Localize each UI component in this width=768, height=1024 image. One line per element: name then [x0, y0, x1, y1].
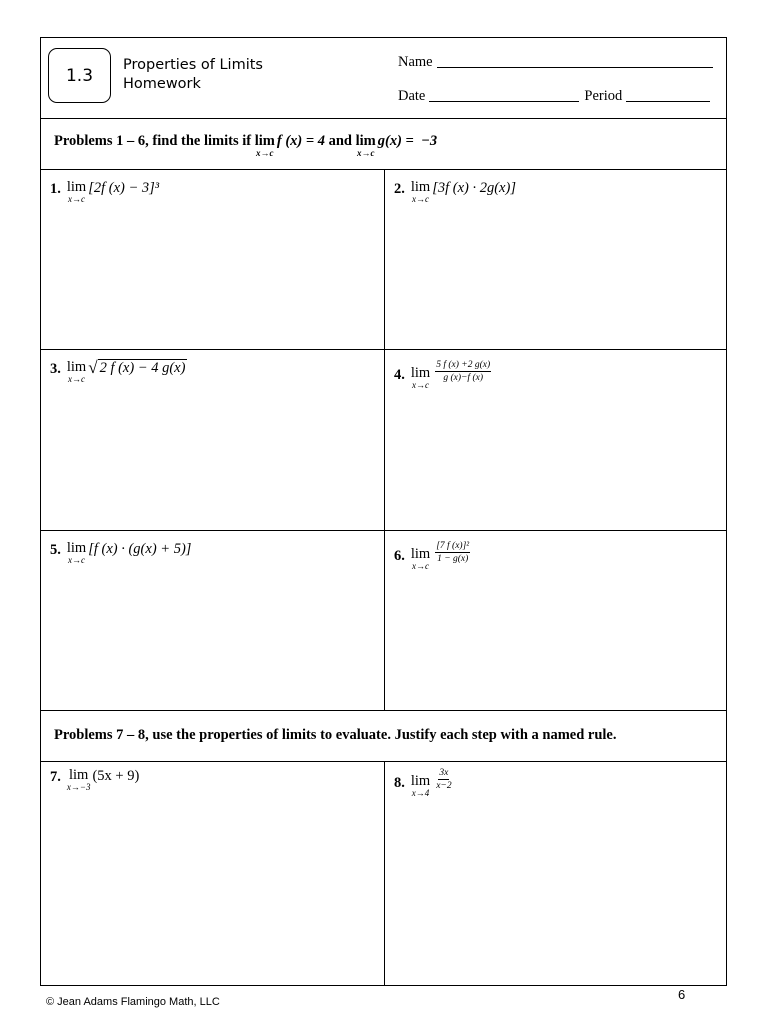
problem-3: 3. lim x→c √ 2 f (x) − 4 g(x) — [50, 358, 186, 384]
instructions-text: Problems 7 – 8, use the properties of limits to evaluate. Justify each step with a named rule. — [54, 727, 617, 743]
and-word: and — [324, 133, 356, 149]
name-blank[interactable] — [437, 67, 713, 68]
problem-7: 7. lim x→−3 (5x + 9) — [50, 767, 140, 792]
fraction — [435, 359, 491, 384]
lim-operator: lim x→c — [355, 133, 376, 158]
problem-cell-8[interactable] — [385, 762, 726, 985]
lim-operator: lim x→c — [410, 179, 431, 204]
problem-expression: (5x + 9) — [92, 768, 140, 784]
title-line-1: Properties of Limits — [123, 57, 263, 73]
problem-1: 1. lim x→c [2f (x) − 3]³ — [50, 179, 160, 204]
period-blank[interactable] — [626, 101, 710, 102]
name-field[interactable] — [398, 54, 713, 71]
date-blank[interactable] — [429, 101, 579, 102]
numerator: 5 f (x) +2 g(x) — [436, 360, 491, 370]
problem-expression: [2f (x) − 3]³ — [88, 180, 160, 196]
section-badge: 1.3 — [48, 48, 111, 103]
worksheet-title — [123, 56, 263, 94]
denominator: 1 − g(x) — [437, 554, 469, 564]
date-label: Date — [398, 88, 426, 104]
fraction — [435, 540, 470, 565]
lim-operator: lim x→c — [66, 179, 87, 204]
problem-cell-3[interactable] — [41, 350, 385, 531]
instructions-text: Problems 1 – 6, find the limits if — [54, 133, 255, 149]
title-line-2: Homework — [123, 76, 201, 92]
problem-cell-4[interactable] — [385, 350, 726, 531]
instructions-1-6 — [41, 119, 726, 170]
problem-2: 2. lim x→c [3f (x) · 2g(x)] — [394, 179, 516, 204]
lim-operator: lim x→−3 — [66, 767, 91, 792]
problem-8: 8. lim x→4 $\frac{3x}{x-2}$ — [394, 768, 452, 798]
problem-cell-7[interactable] — [41, 762, 385, 985]
numerator: [7 f (x)]² — [436, 541, 470, 551]
problem-4: 4. lim x→c $\frac{5 f (x) +2 g(x)}{g (x)-f (x)}$ — [394, 360, 491, 390]
radicand: 2 f (x) − 4 g(x) — [99, 360, 186, 376]
lim-operator: lim x→c — [66, 359, 87, 384]
numerator: 3x — [439, 768, 449, 778]
lim-operator: lim x→4 — [410, 773, 431, 798]
lim-operator: lim x→c — [66, 540, 87, 565]
copyright-footer: © Jean Adams Flamingo Math, LLC — [46, 996, 220, 1008]
lim-operator: lim x→c — [254, 133, 275, 158]
lim-operator: lim x→c — [410, 546, 431, 571]
name-label: Name — [398, 54, 433, 70]
square-root — [88, 359, 187, 377]
worksheet — [40, 37, 727, 986]
denominator: x−2 — [436, 781, 452, 791]
lim-operator: lim x→c — [410, 365, 431, 390]
problem-expression: [3f (x) · 2g(x)] — [432, 180, 516, 196]
page-number: 6 — [678, 987, 686, 1002]
problem-cell-1[interactable] — [41, 170, 385, 350]
problem-6: 6. lim x→c $\frac{\text{[7 f (x)]²}}{1 - g(x)}$ — [394, 541, 470, 571]
problem-cell-2[interactable] — [385, 170, 726, 350]
period-label: Period — [584, 88, 623, 104]
problem-5: 5. lim x→c [f (x) · (g(x) + 5)] — [50, 540, 192, 565]
problem-cell-5[interactable] — [41, 531, 385, 711]
problem-expression: [f (x) · (g(x) + 5)] — [88, 541, 192, 557]
worksheet-header — [41, 38, 726, 119]
date-period-row — [398, 88, 710, 105]
denominator: g (x)−f (x) — [443, 373, 483, 383]
g-limit-value: g(x) = −3 — [377, 133, 438, 149]
radical-sign-icon: √ — [88, 358, 98, 377]
problem-cell-6[interactable] — [385, 531, 726, 711]
instructions-7-8 — [41, 711, 726, 762]
f-limit-value: f (x) = 4 — [276, 133, 325, 149]
fraction — [435, 767, 452, 792]
